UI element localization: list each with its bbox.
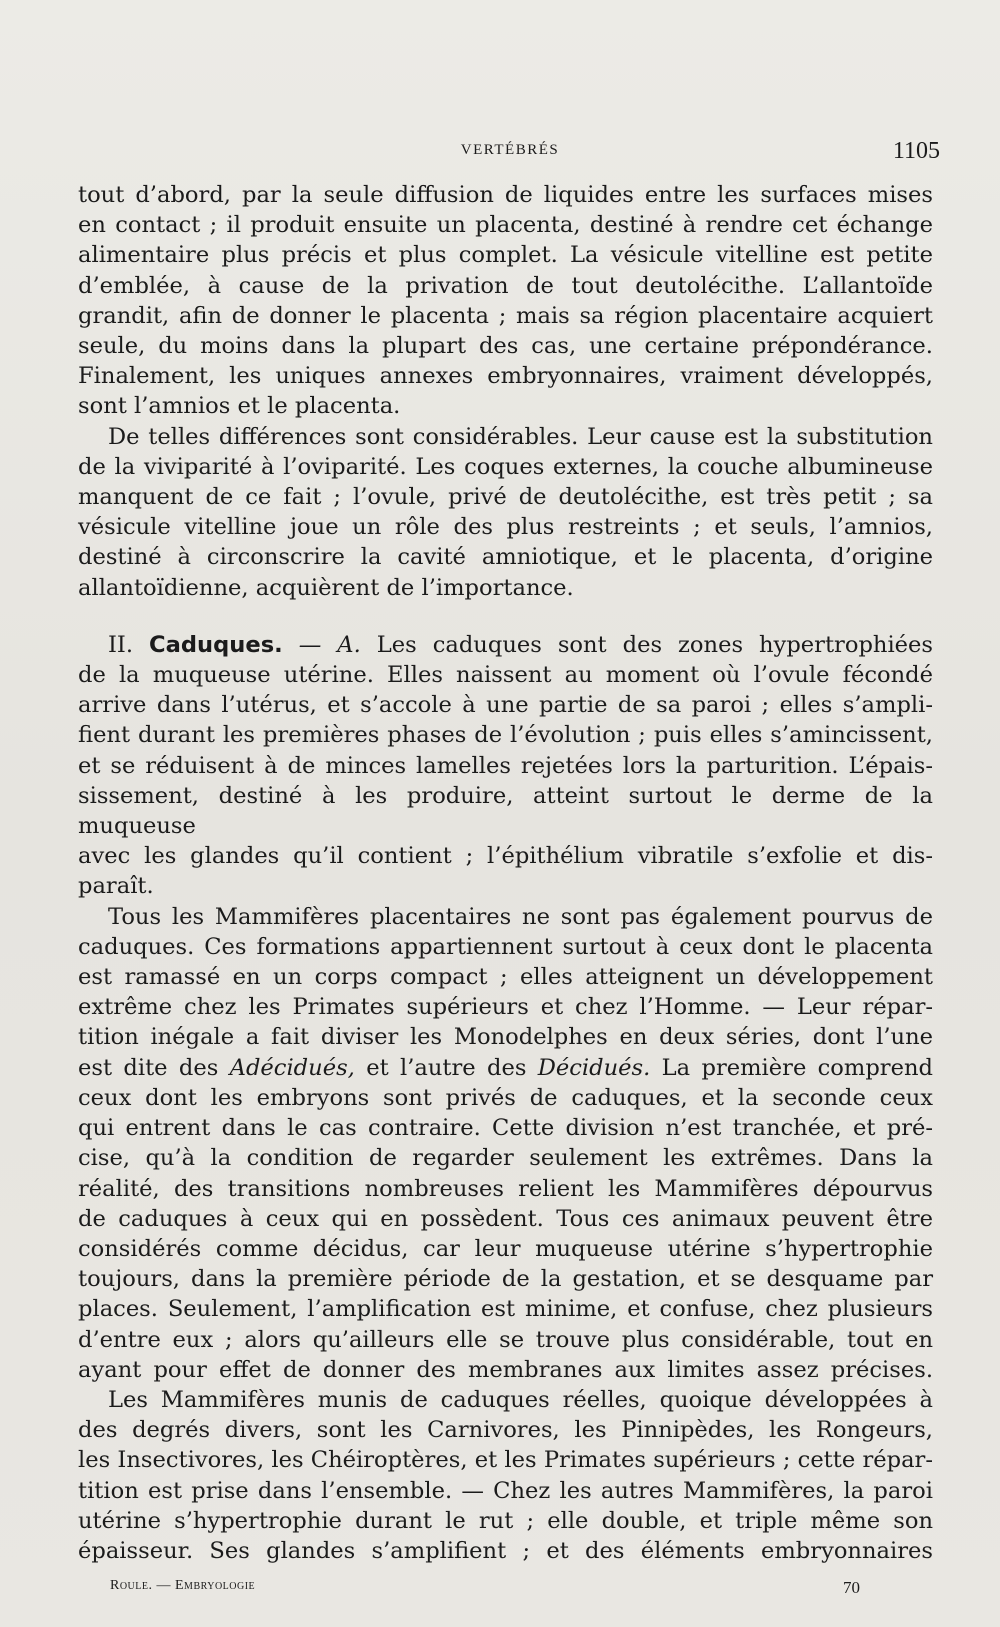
section-heading-line: [78, 630, 933, 660]
text-line: manquent de ce fait ; l’ovule, privé de deutolécithe, est très petit ; sa: [78, 484, 933, 511]
text-line: sont l’amnios et le placenta.: [78, 393, 401, 420]
text-line: extrême chez les Primates supérieurs et chez l’Homme. — Leur répar-: [78, 994, 933, 1021]
text-line: ayant pour effet de donner des membranes aux limites assez précises.: [78, 1356, 933, 1383]
text-line: en contact ; il produit ensuite un placenta, destiné à rendre cet échange: [78, 212, 933, 239]
text-line: tition est prise dans l’ensemble. — Chez les autres Mammifères, la paroi: [78, 1477, 933, 1504]
text-line: tout d’abord, par la seule diffusion de liquides entre les surfaces mises: [78, 182, 933, 208]
page-footer: [110, 1578, 860, 1606]
page-number: 1105: [892, 138, 940, 164]
text-line: épaisseur. Ses glandes s’amplifient ; et des éléments embryonnaires: [78, 1537, 933, 1564]
text-line: fient durant les premières phases de l’évolution ; puis elles s’amincissent,: [78, 722, 933, 749]
text-line: tition inégale a fait diviser les Monodelphes en deux séries, dont l’une: [78, 1024, 933, 1051]
text-line: considérés comme décidus, car leur muqueuse utérine s’hypertrophie: [78, 1235, 933, 1262]
text-line: Tous les Mammifères placentaires ne sont pas également pourvus de: [108, 903, 933, 930]
text-line: Finalement, les uniques annexes embryonnaires, vraiment développés,: [78, 363, 933, 390]
body-text: [78, 180, 933, 1566]
term-adecidues: Adécidués,: [229, 1054, 355, 1081]
footer-author-title: Roule. — Embryologie: [110, 1578, 256, 1593]
text-span: Les caduques sont des zones hypertrophiées: [376, 631, 934, 658]
text-line: arrive dans l’utérus, et s’accole à une partie de sa paroi ; elles s’ampli-: [78, 692, 933, 719]
text-line: places. Seulement, l’amplification est minime, et confuse, chez plusieurs: [78, 1296, 933, 1323]
text-line: réalité, des transitions nombreuses relient les Mammifères dépourvus: [78, 1175, 933, 1202]
text-line: de la viviparité à l’oviparité. Les coques externes, la couche albumineuse: [78, 453, 933, 480]
running-head: [80, 140, 940, 170]
text-line-with-italics: [78, 1053, 933, 1083]
text-line: vésicule vitelline joue un rôle des plus restreints ; et seuls, l’amnios,: [78, 514, 933, 541]
text-line: cise, qu’à la condition de regarder seulement les extrêmes. Dans la: [78, 1145, 933, 1172]
text-line: les Insectivores, les Chéiroptères, et les Primates supérieurs ; cette répar-: [78, 1447, 933, 1474]
section-title: Caduques.: [149, 631, 283, 658]
text-line: caduques. Ces formations appartiennent surtout à ceux dont le placenta: [78, 933, 933, 960]
text-line: sissement, destiné à les produire, atteint surtout le derme de la muqueuse: [78, 782, 933, 840]
text-line: ceux dont les embryons sont privés de caduques, et la seconde ceux: [78, 1084, 933, 1111]
text-line: de la muqueuse utérine. Elles naissent au moment où l’ovule fécondé: [78, 662, 933, 689]
text-line: toujours, dans la première période de la gestation, et se desquame par: [78, 1266, 933, 1293]
text-line: seule, du moins dans la plupart des cas, une certaine prépondérance.: [78, 333, 933, 360]
text-line: des degrés divers, sont les Carnivores, les Pinnipèdes, les Rongeurs,: [78, 1417, 933, 1444]
text-line: Les Mammifères munis de caduques réelles, quoique développées à: [108, 1386, 933, 1413]
text-line: de caduques à ceux qui en possèdent. Tous ces animaux peuvent être: [78, 1205, 933, 1232]
text-line: qui entrent dans le cas contraire. Cette division n’est tranchée, et pré-: [78, 1115, 933, 1142]
text-line: paraît.: [78, 873, 154, 900]
text-span: et l’autre des: [354, 1054, 538, 1081]
text-line: d’emblée, à cause de la privation de tout deutolécithe. L’allantoïde: [78, 272, 933, 299]
text-span: La première comprend: [650, 1054, 933, 1081]
text-line: De telles différences sont considérables. Leur cause est la substitution: [108, 423, 933, 450]
text-line: alimentaire plus précis et plus complet. La vésicule vitelline est petite: [78, 242, 933, 269]
text-line: allantoïdienne, acquièrent de l’importance.: [78, 574, 574, 601]
text-line: d’entre eux ; alors qu’ailleurs elle se trouve plus considérable, tout en: [78, 1326, 933, 1353]
subsection-letter: — A.: [298, 631, 361, 658]
text-line: destiné à circonscrire la cavité amniotique, et le placenta, d’origine: [78, 544, 933, 571]
text-span: est dite des: [78, 1054, 230, 1081]
text-line: avec les glandes qu’il contient ; l’épithélium vibratile s’exfolie et dis-: [78, 843, 933, 870]
text-line: est ramassé en un corps compact ; elles atteignent un développement: [78, 964, 933, 991]
term-decidues: Décidués.: [537, 1054, 651, 1081]
text-line: et se réduisent à de minces lamelles rejetées lors la parturition. L’épais-: [78, 752, 933, 779]
sheet-signature-number: 70: [843, 1578, 860, 1597]
running-title: VERTÉBRÉS: [460, 142, 560, 158]
text-line: grandit, afin de donner le placenta ; mais sa région placentaire acquiert: [78, 302, 933, 329]
section-number: II.: [108, 631, 134, 658]
text-line: utérine s’hypertrophie durant le rut ; elle double, et triple même son: [78, 1507, 933, 1534]
